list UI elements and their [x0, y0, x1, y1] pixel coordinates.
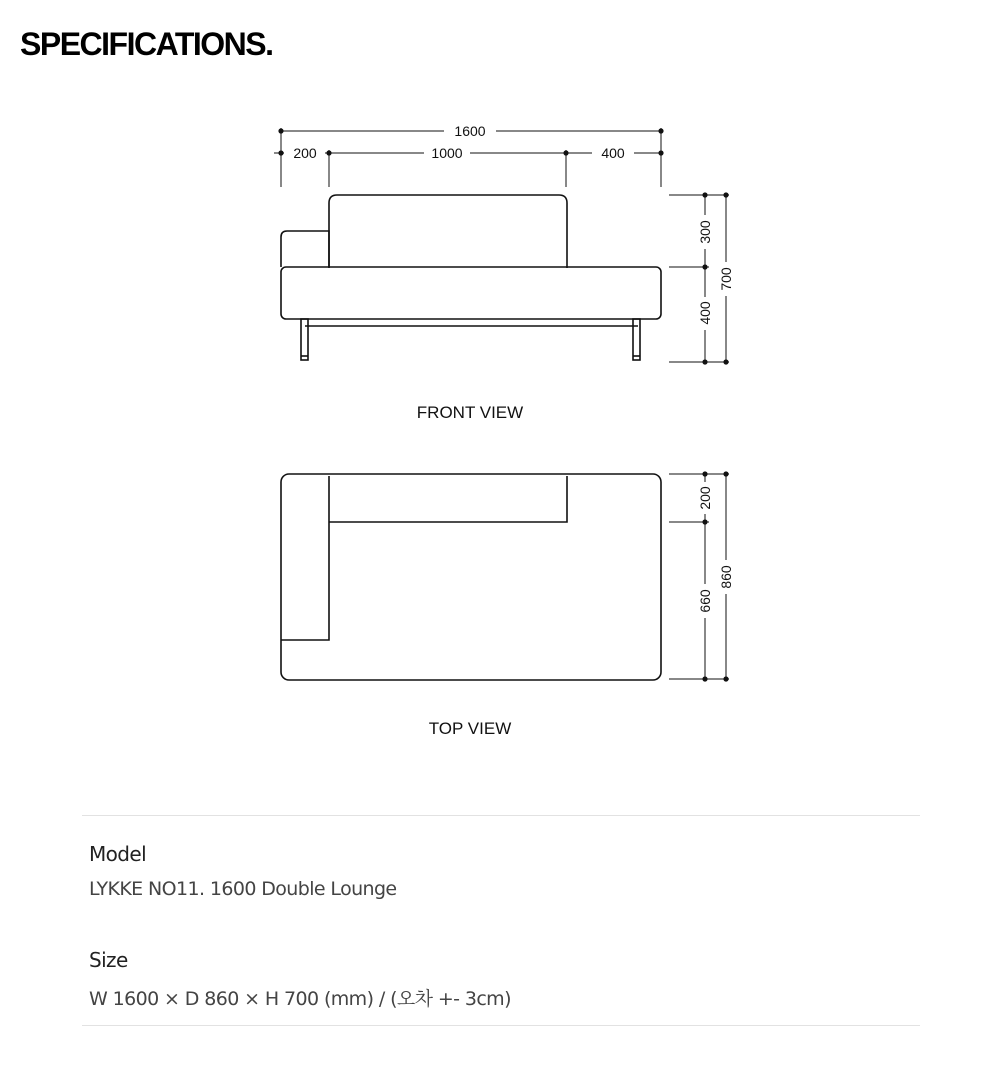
- dim-seat-depth-label: 660: [697, 589, 713, 613]
- sofa-leg-left: [301, 319, 308, 360]
- page-title: SPECIFICATIONS.: [20, 26, 273, 62]
- dim-total-width-label: 1600: [454, 123, 486, 139]
- spec-bottom-divider: [82, 1025, 920, 1026]
- dim-back-label: 1000: [431, 145, 463, 161]
- top-view-drawing: [281, 474, 661, 680]
- sofa-outline-top: [281, 474, 661, 680]
- spec-top-divider: [82, 815, 920, 816]
- sofa-seat: [281, 267, 661, 319]
- dim-total-depth-label: 860: [718, 565, 734, 589]
- sofa-backrest-top: [329, 476, 567, 522]
- sofa-armrest: [281, 231, 329, 267]
- model-value: LYKKE NO11. 1600 Double Lounge: [89, 878, 397, 900]
- size-label: Size: [89, 948, 128, 972]
- sofa-backrest: [329, 195, 567, 268]
- dim-back-height-label: 300: [697, 220, 713, 244]
- front-view-caption: FRONT VIEW: [416, 403, 524, 422]
- dim-chaise-label: 400: [601, 145, 625, 161]
- model-label: Model: [89, 842, 147, 866]
- top-view-caption: TOP VIEW: [428, 719, 512, 738]
- dim-arm-label: 200: [293, 145, 317, 161]
- sofa-armrest-top: [281, 476, 329, 640]
- front-view-drawing: [281, 195, 661, 360]
- dim-back-depth-label: 200: [697, 486, 713, 510]
- sofa-leg-right: [633, 319, 640, 360]
- front-view-dimensions: [274, 128, 729, 362]
- size-value: W 1600 × D 860 × H 700 (mm) / (오차 +- 3cm): [89, 988, 511, 1010]
- dim-seat-height-label: 400: [697, 301, 713, 325]
- dim-total-height-label: 700: [718, 267, 734, 291]
